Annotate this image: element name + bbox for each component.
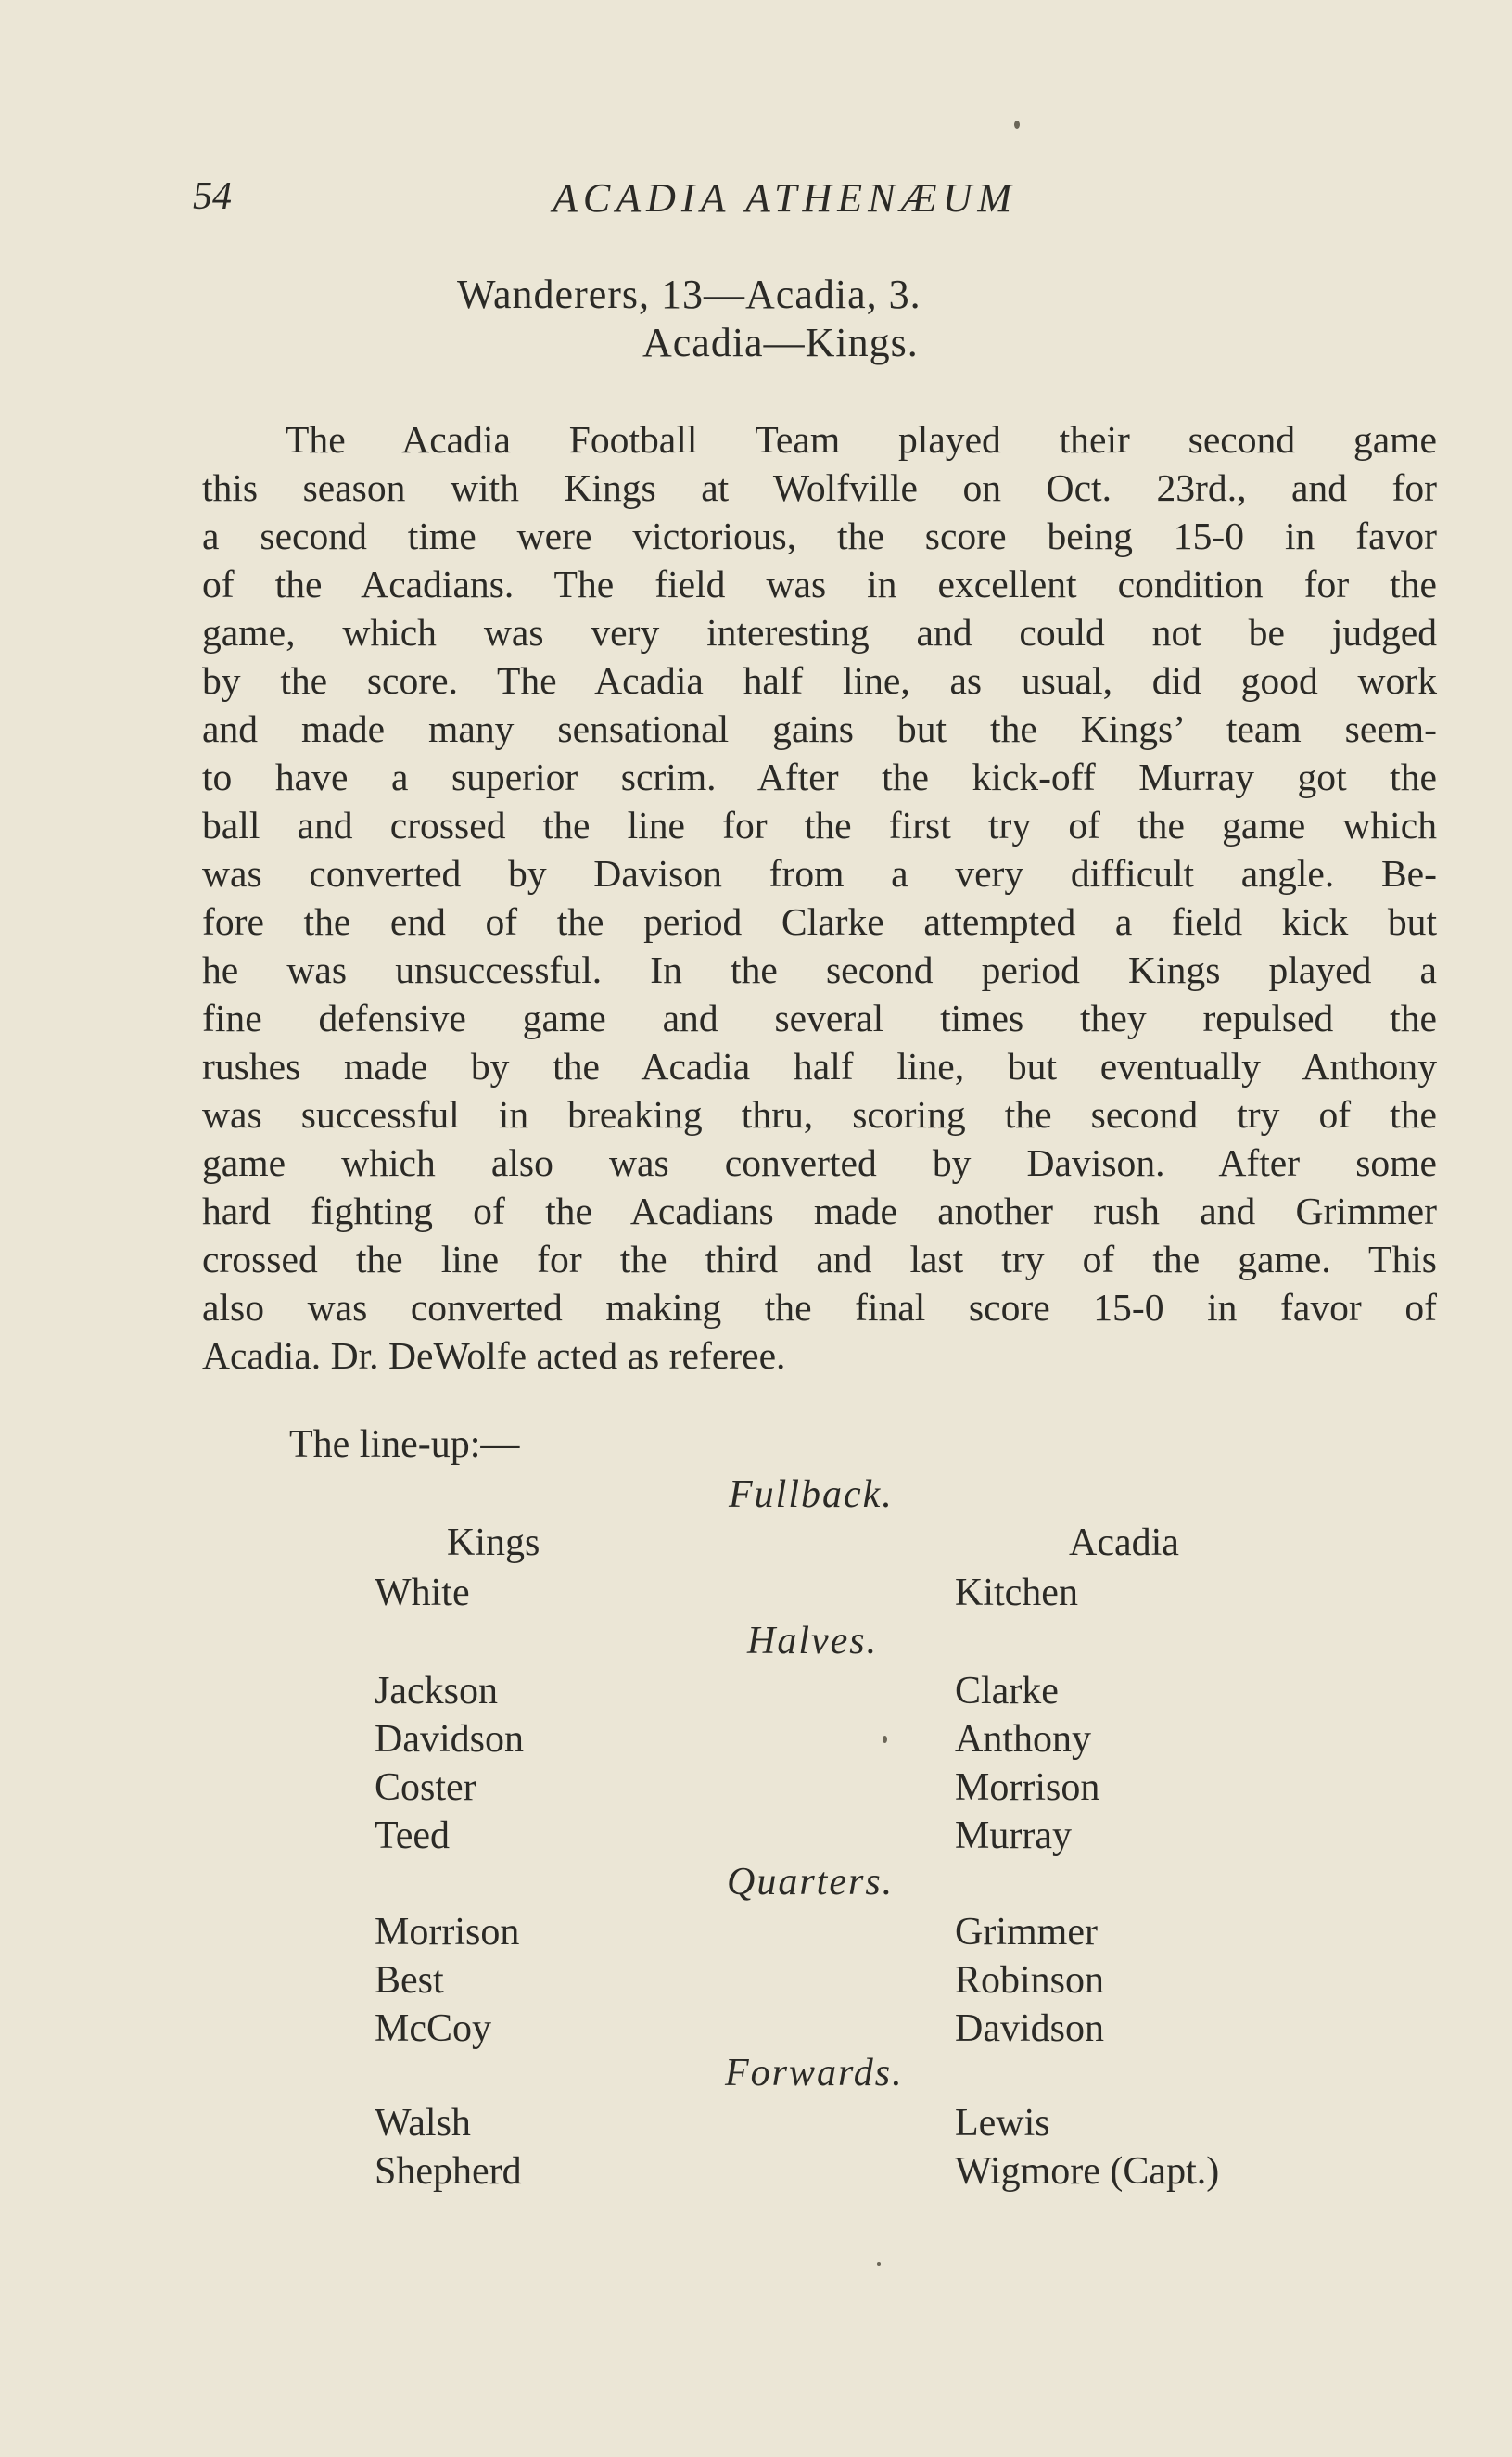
- article-body: [202, 415, 1437, 1380]
- position-heading-forwards: Forwards.: [725, 2052, 904, 2094]
- body-line: by the score. The Acadia half line, as usual, did good work: [202, 659, 1437, 702]
- body-line: and made many sensational gains but the Kings’ team seem-: [202, 707, 1437, 750]
- body-line: this season with Kings at Wolfville on Oct. 23rd., and for: [202, 466, 1437, 509]
- body-line: The Acadia Football Team played their second game: [286, 418, 1437, 461]
- page-number: 54: [193, 175, 232, 218]
- acadia-player: Kitchen: [955, 1572, 1078, 1614]
- body-line: crossed the line for the third and last try of the game. This: [202, 1238, 1437, 1280]
- acadia-player: Grimmer: [955, 1911, 1098, 1954]
- position-heading-fullback: Fullback.: [729, 1473, 894, 1516]
- body-line: game, which was very interesting and could not be judged: [202, 611, 1437, 654]
- body-line: to have a superior scrim. After the kick-off Murray got the: [202, 756, 1437, 798]
- acadia-player: Robinson: [955, 1959, 1105, 2002]
- ink-speck: [883, 1736, 887, 1743]
- kings-player: Teed: [375, 1814, 451, 1857]
- body-line: fine defensive game and several times they repulsed the: [202, 997, 1437, 1039]
- body-line: hard fighting of the Acadians made another rush and Grimmer: [202, 1190, 1437, 1232]
- kings-player: McCoy: [375, 2007, 491, 2050]
- article-title: Acadia—Kings.: [642, 320, 919, 365]
- body-line: ball and crossed the line for the first try of the game which: [202, 804, 1437, 847]
- running-title: ACADIA ATHENÆUM: [553, 175, 1018, 221]
- body-line: fore the end of the period Clarke attempted a field kick but: [202, 900, 1437, 943]
- ink-speck: [877, 2262, 881, 2266]
- body-line: was successful in breaking thru, scoring the second try of the: [202, 1093, 1437, 1136]
- acadia-player: Morrison: [955, 1766, 1100, 1809]
- body-line: game which also was converted by Davison. After some: [202, 1141, 1437, 1184]
- acadia-player: Wigmore (Capt.): [955, 2150, 1220, 2193]
- kings-player: Morrison: [375, 1911, 520, 1954]
- body-line: also was converted making the final score 15-0 in favor of: [202, 1286, 1437, 1329]
- kings-player: Best: [375, 1959, 444, 2002]
- body-line: a second time were victorious, the score being 15-0 in favor: [202, 515, 1437, 557]
- team-heading-kings: Kings: [447, 1521, 540, 1564]
- kings-player: Walsh: [375, 2102, 471, 2145]
- page-header: [193, 174, 1417, 230]
- body-line: he was unsuccessful. In the second period Kings played a: [202, 948, 1437, 991]
- kings-player: Coster: [375, 1766, 476, 1809]
- kings-player: Jackson: [375, 1670, 498, 1712]
- position-heading-quarters: Quarters.: [727, 1861, 895, 1903]
- acadia-player: Davidson: [955, 2007, 1104, 2050]
- lineup-intro: The line-up:—: [289, 1423, 520, 1466]
- team-heading-acadia: Acadia: [1069, 1521, 1179, 1564]
- acadia-player: Murray: [955, 1814, 1072, 1857]
- ink-speck: [1014, 121, 1020, 129]
- kings-player: Shepherd: [375, 2150, 522, 2193]
- previous-score: Wanderers, 13—Acadia, 3.: [457, 272, 921, 317]
- body-line: rushes made by the Acadia half line, but eventually Anthony: [202, 1045, 1437, 1088]
- acadia-player: Clarke: [955, 1670, 1059, 1712]
- acadia-player: Lewis: [955, 2102, 1050, 2145]
- body-line: of the Acadians. The field was in excellent condition for the: [202, 563, 1437, 605]
- position-heading-halves: Halves.: [747, 1620, 879, 1662]
- kings-player: Davidson: [375, 1718, 524, 1761]
- body-line: Acadia. Dr. DeWolfe acted as referee.: [202, 1334, 786, 1377]
- body-line: was converted by Davison from a very difficult angle. Be-: [202, 852, 1437, 895]
- acadia-player: Anthony: [955, 1718, 1091, 1761]
- kings-player: White: [375, 1572, 470, 1614]
